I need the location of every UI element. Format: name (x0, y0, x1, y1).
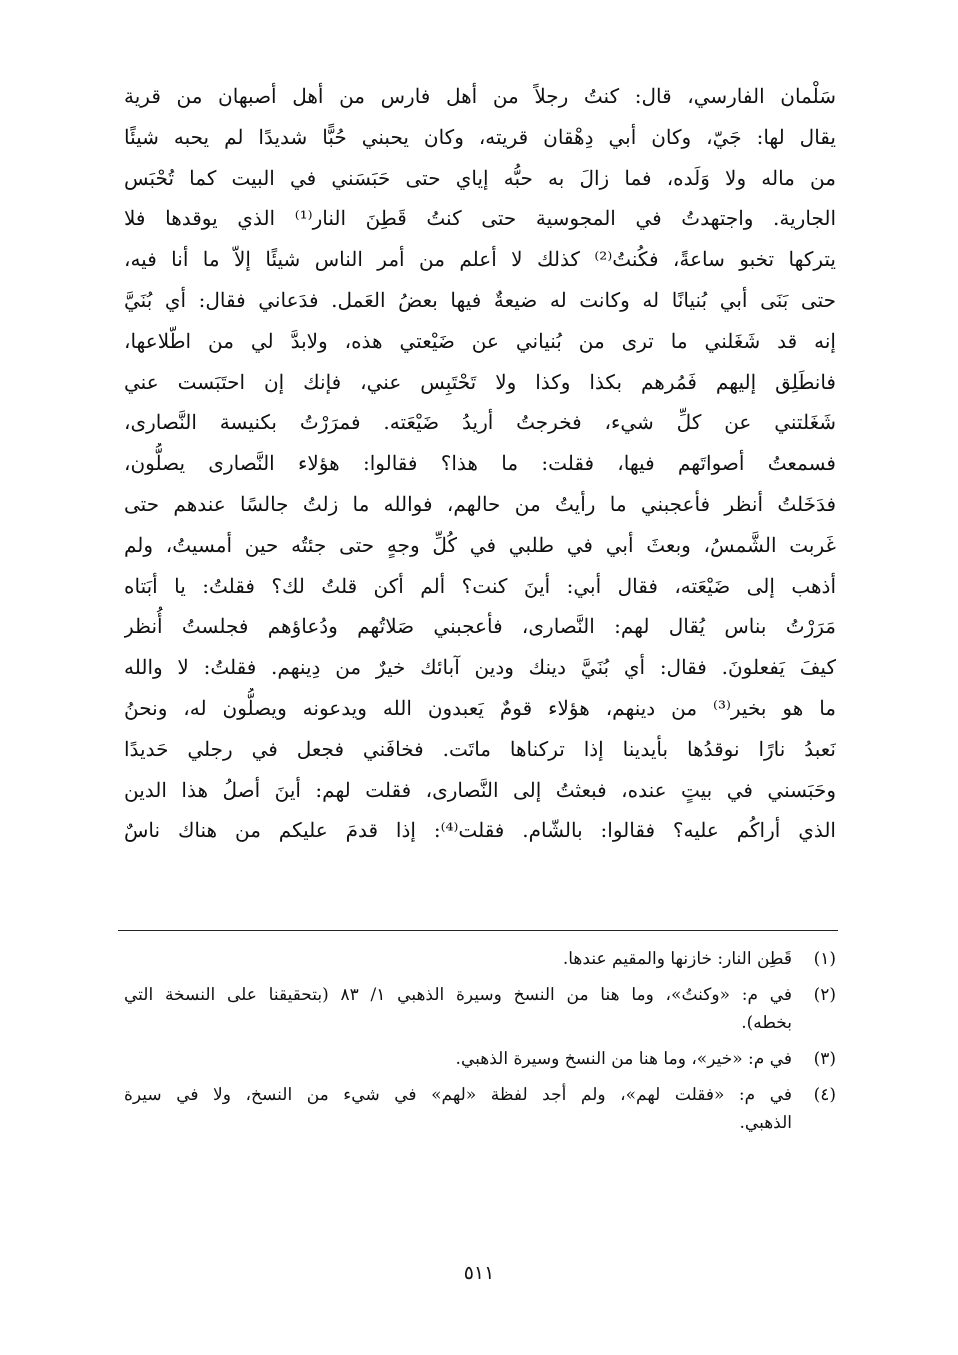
footnote-number: (٤) (813, 1085, 836, 1105)
footnote-line: قَطِن النار: خازنها والمقيم عندها. (562, 949, 792, 969)
footnote-2 (124, 981, 836, 1037)
text-line: من ماله ولا وَلَده، فما زالَ به حبُّه إياي حتى حَبَسَني في البيت كما تُحْبَس (124, 165, 836, 190)
text-line: فانطَلِق إليهم فَمُرهم بكذا وكذا ولا تَحْتَبِس عني، فإنك إن احتَبَست عني (124, 369, 836, 394)
footnote-divider (118, 930, 838, 931)
text-line: فسمعتُ أصواتَهم فيها، فقلت: ما هذا؟ فقالوا: هؤلاء النَّصارى يصلُّون، (124, 451, 836, 476)
footnotes-section (124, 945, 836, 1145)
footnote-number: (٣) (813, 1049, 836, 1069)
text-line: شَغَلتني عن كلِّ شيء، فخرجتُ أريدُ ضَيْعَته. فمرَرْتُ بكنيسة النَّصارى، (124, 410, 836, 435)
text-line: كيفَ يَفعلونَ. فقال: أي بُنَيَّ دينك ودين آبائك خيرٌ من دِينهم. فقلتُ: لا والله (124, 655, 836, 680)
text-line: أذهب إلى ضَيْعَته، فقال أبي: أينَ كنت؟ ألم أكن قلتُ لك؟ فقلتُ: يا أبَتاه (124, 573, 836, 598)
footnote-body (124, 1045, 792, 1073)
main-text-block (124, 76, 836, 851)
footnote-number: (١) (813, 949, 836, 969)
text-line: يتركها تخبو ساعةً، فكُنتُ⁽²⁾ كذلك لا أعلم من أمر الناس شيئًا إلاّ ما أنا فيه، (124, 247, 836, 272)
text-line: الذي أراكُم عليه؟ فقالوا: بالشّام. فقلت⁽⁴⁾: إذا قدمَ عليكم من هناك ناسٌ (124, 818, 836, 843)
text-line: حتى بَنَى أبي بُنيانًا له وكانت له ضيعةٌ فيها بعضُ العَمل. فدَعاني فقال: أي بُنَيَّ (124, 287, 836, 312)
footnote-4 (124, 1081, 836, 1137)
footnote-line: في م: «فقلت لهم»، ولم أجد لفظة «لهم» في شيء من النسخ، ولا في سيرة (124, 1085, 792, 1105)
footnote-body (124, 981, 792, 1037)
footnote-line: بخطه). (741, 1013, 792, 1033)
text-line: فدَخَلتُ أنظر فأعجبني ما رأيتُ من حالهم، فوالله ما زلتُ جالسًا عندهم حتى (124, 491, 836, 516)
footnote-3 (124, 1045, 836, 1073)
text-line: نَعبدُ نارًا نوقدُها بأيدينا إذا تركناها ماتَت. فخافَني فجعل في رجلي حَديدًا (124, 736, 836, 761)
footnote-body (124, 945, 792, 973)
footnote-1 (124, 945, 836, 973)
text-line: ما هو بخير⁽³⁾ من دينهم، هؤلاء قومٌ يَعبدون الله ويدعونه ويصلُّون له، ونحنُ (124, 695, 836, 720)
text-line: يقال لها: جَيّ، وكان أبي دِهْقان قريته، وكان يحبني حُبًّا شديدًا لم يحبه شيئًا (124, 124, 836, 149)
text-line: الجارية. واجتهدتُ في المجوسية حتى كنتُ قَطِنَ النار⁽¹⁾ الذي يوقدها فلا (124, 206, 836, 231)
footnote-line: في م: «خير»، وما هنا من النسخ وسيرة الذهبي. (455, 1049, 792, 1069)
footnote-line: في م: «وكنتُ»، وما هنا من النسخ وسيرة الذهبي ١/ ٨٣ (بتحقيقنا على النسخة التي (124, 985, 793, 1005)
text-line: مَرَرْتُ بناس يُقال لهم: النَّصارى، فأعجبني صَلاتُهم ودُعاؤهم فجلستُ أُنظر (124, 614, 836, 639)
text-line: إنه قد شَغَلني ما ترى من بُنياني عن ضَيْعتي هذه، ولابدَّ لي من اطّلاعها، (124, 328, 836, 353)
footnote-line: الذهبي. (739, 1113, 792, 1133)
text-line: غَربت الشَّمسُ، وبعثَ أبي في طلبي في كُلِّ وجهٍ حتى جئتُه حين أمسيتُ، ولم (124, 532, 836, 557)
page-number: ٥١١ (463, 1262, 495, 1284)
footnote-body (124, 1081, 792, 1137)
footnote-number: (٢) (813, 985, 836, 1005)
text-line: سَلْمان الفارسي، قال: كنتُ رجلاً من أهل فارس من أهل أصبهان من قرية (124, 84, 836, 108)
text-line: وحَبَسني في بيتٍ عنده، فبعثتُ إلى النَّصارى، فقلت لهم: أينَ أصلُ هذا الدين (124, 777, 836, 802)
